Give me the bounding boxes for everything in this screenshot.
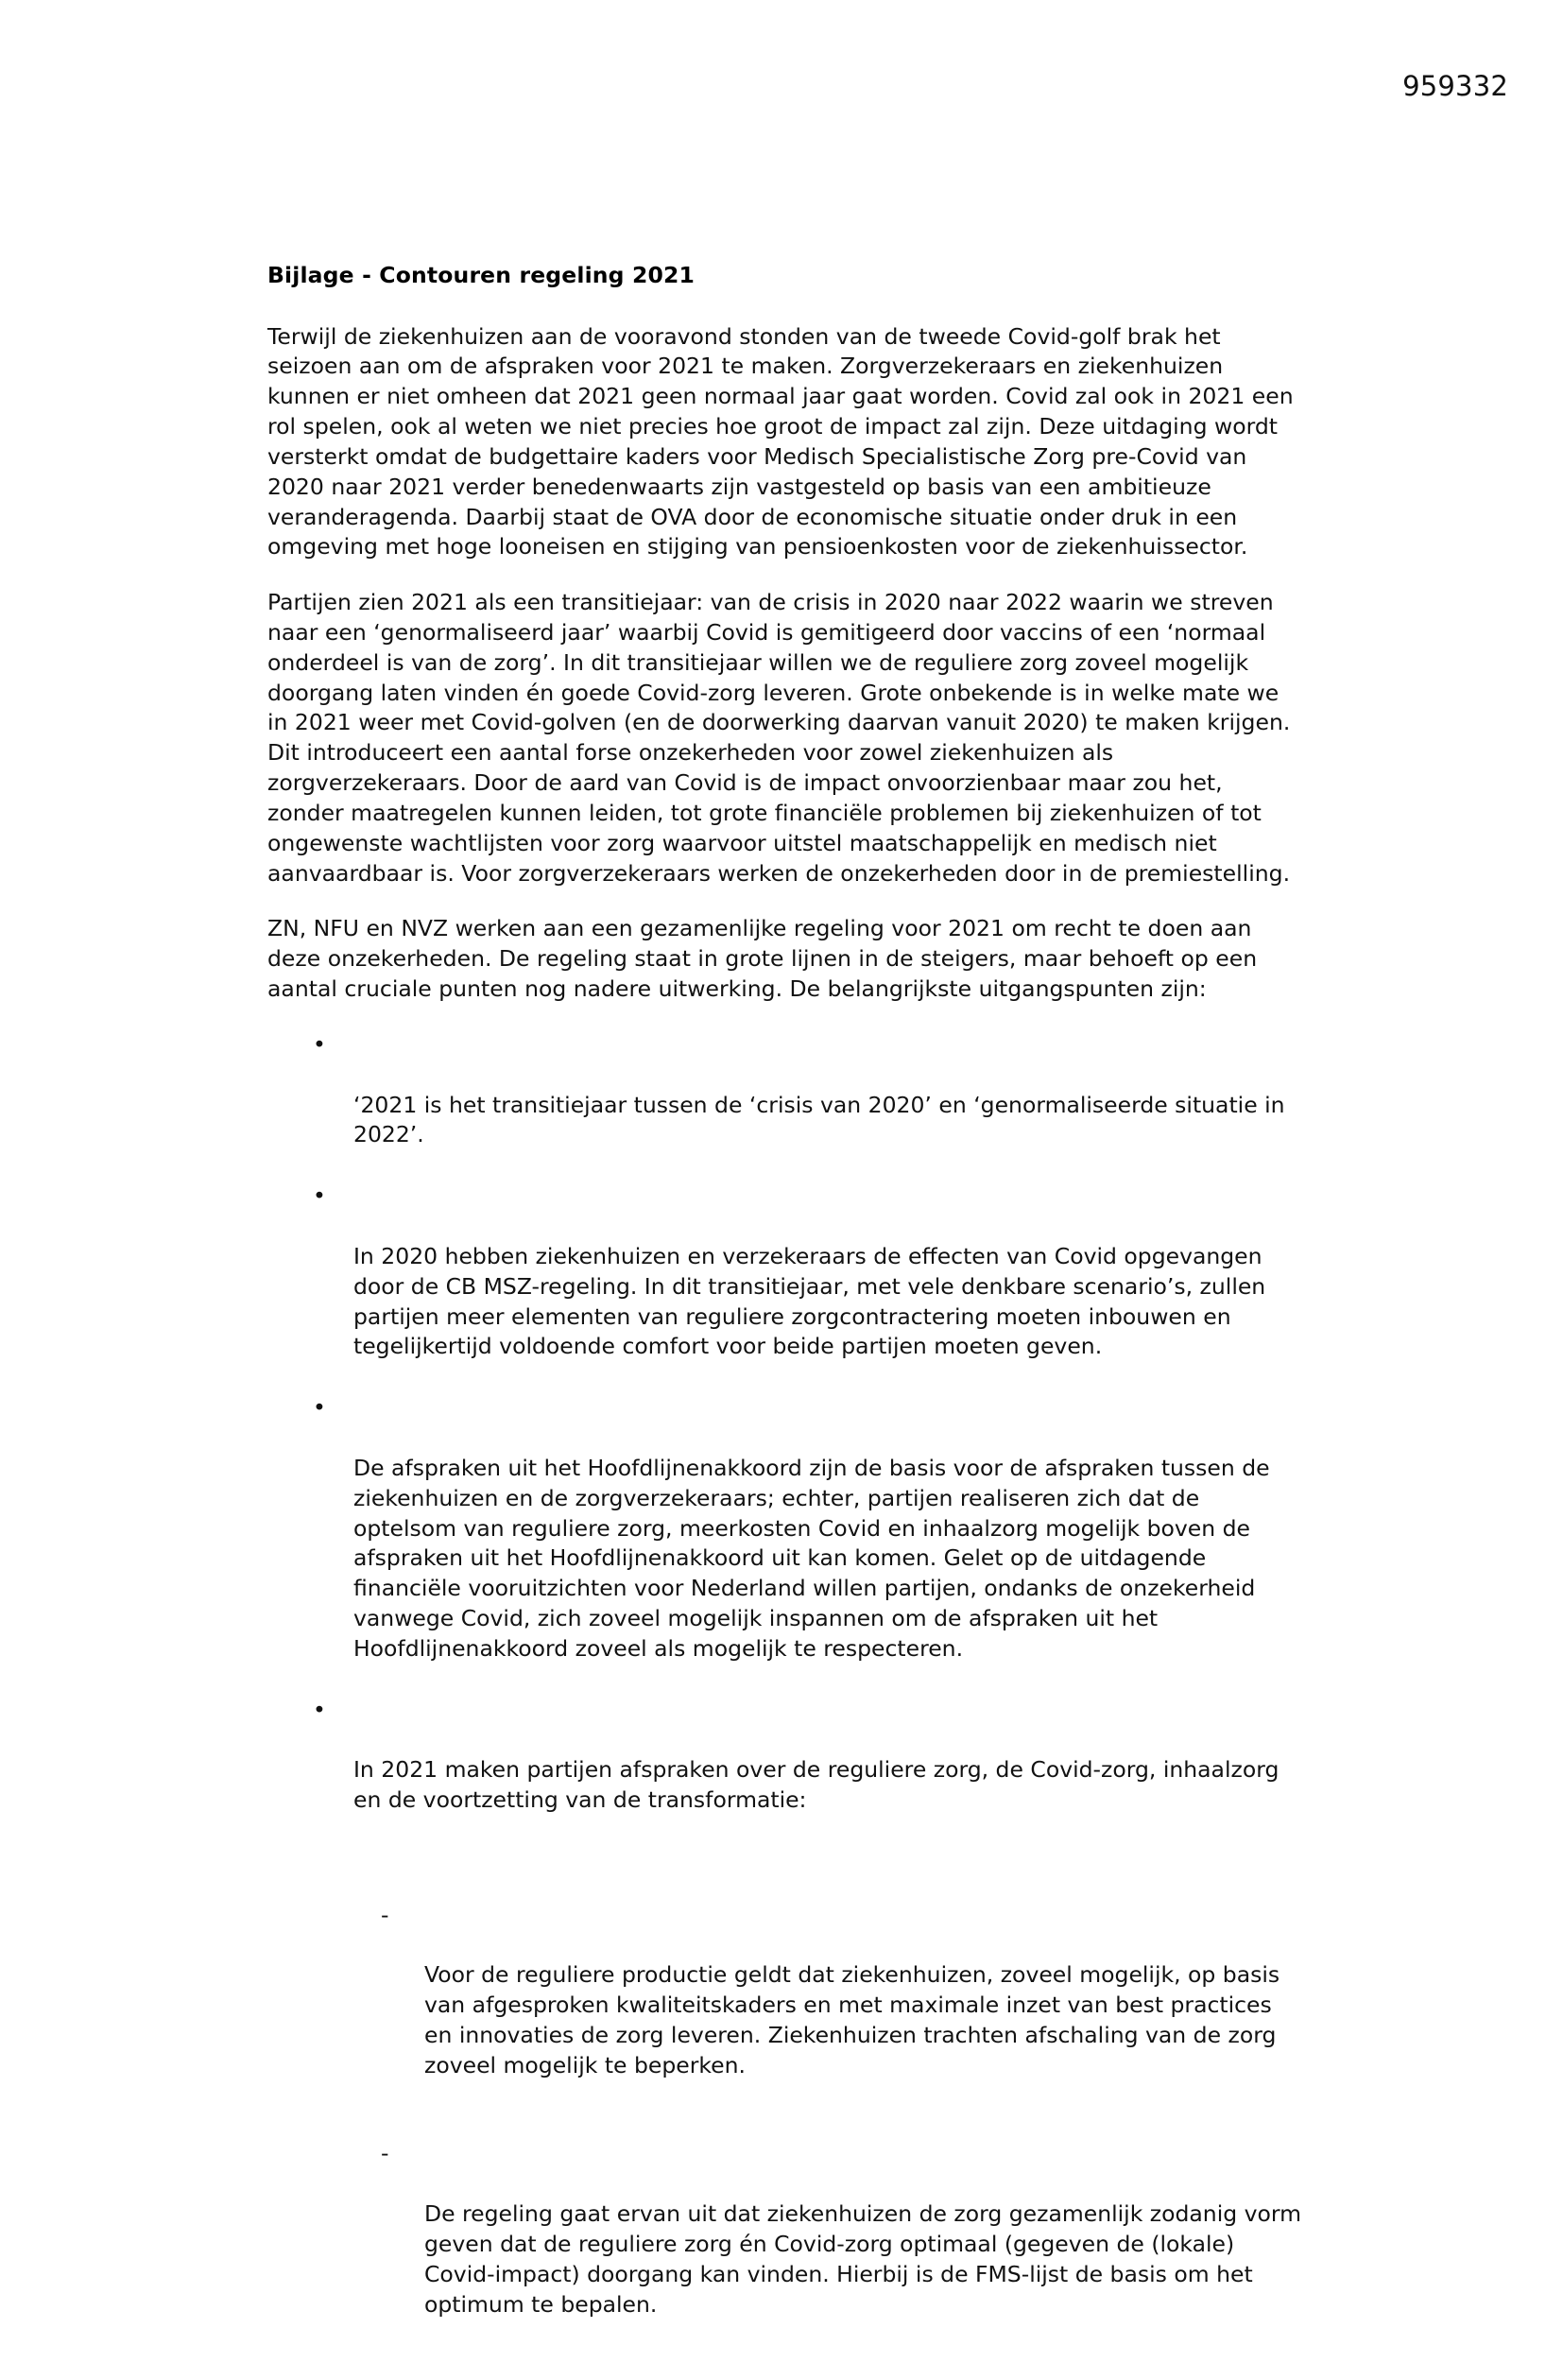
list-item-text: De afspraken uit het Hoofdlijnenakkoord zijn de basis voor de afspraken tussen de ziekenhuizen en de zorgverzekeraars; echter, partijen realiseren zich dat de optelsom van reguliere zorg, meerkosten Covid en inhaalzorg mogelijk boven de afspraken uit het Hoofdlijnenakkoord uit kan komen. Gelet op de uitdagende financiële vooruitzichten voor Nederland willen partijen, ondanks de onzekerheid vanwege Covid, zich zoveel mogelijk inspannen om de afspraken uit het Hoofdlijnenakkoord zoveel als mogelijk te respecteren.	[353, 1454, 1270, 1662]
dash-icon: -	[381, 2140, 389, 2167]
bullet-icon: •	[313, 1696, 326, 1723]
list-item-text: In 2021 maken partijen afspraken over de reguliere zorg, de Covid-zorg, inhaalzorg en de voortzetting van de transformatie:	[353, 1756, 1280, 1814]
sub-list-item	[353, 2139, 1303, 2320]
list-item	[267, 1181, 1303, 1362]
list-item	[267, 1030, 1303, 1150]
transformatie-sublist	[353, 1871, 1303, 2350]
uitgangspunten-list	[267, 1030, 1303, 2380]
sub-list-item-text: Voor de reguliere productie geldt dat ziekenhuizen, zoveel mogelijk, op basis van afgesproken kwaliteitskaders en met maximale inzet van best practices en innovaties de zorg leveren. Ziekenhuizen trachten afschaling van de zorg zoveel mogelijk te beperken.	[424, 1961, 1280, 2078]
list-item	[267, 1696, 1303, 2380]
document-number-header: 959332	[1402, 70, 1508, 102]
sub-list-item	[353, 1901, 1303, 2081]
list-item-text: ‘2021 is het transitiejaar tussen de ‘crisis van 2020’ en ‘genormaliseerde situatie in 2022’.	[353, 1091, 1285, 1148]
paragraph-1: Terwijl de ziekenhuizen aan de vooravond stonden van de tweede Covid-golf brak het seizoen aan om de afspraken voor 2021 te maken. Zorgverzekeraars en ziekenhuizen kunnen er niet omheen dat 2021 geen normaal jaar gaat worden. Covid zal ook in 2021 een rol spelen, ook al weten we niet precies hoe groot de impact zal zijn. Deze uitdaging wordt versterkt omdat de budgettaire kaders voor Medisch Specialistische Zorg pre-Covid van 2020 naar 2021 verder benedenwaarts zijn vastgesteld op basis van een ambitieuze veranderagenda. Daarbij staat de OVA door de economische situatie onder druk in een omgeving met hoge looneisen en stijging van pensioenkosten voor de ziekenhuissector.	[267, 322, 1294, 561]
page-title: Bijlage - Contouren regeling 2021	[267, 262, 695, 288]
document-body	[267, 261, 1303, 2380]
bullet-icon: •	[313, 1394, 326, 1422]
list-item	[267, 1393, 1303, 1664]
list-item-text: In 2020 hebben ziekenhuizen en verzekeraars de effecten van Covid opgevangen door de CB MSZ-regeling. In dit transitiejaar, met vele denkbare scenario’s, zullen partijen meer elementen van reguliere zorgcontractering moeten inbouwen en tegelijkertijd voldoende comfort voor beide partijen moeten geven.	[353, 1242, 1266, 1360]
bullet-icon: •	[313, 1182, 326, 1210]
sub-list-item-text: De regeling gaat ervan uit dat ziekenhuizen de zorg gezamenlijk zodanig vorm geven dat de reguliere zorg én Covid-zorg optimaal (gegeven de (lokale) Covid-impact) doorgang kan vinden. Hierbij is de FMS-lijst de basis om het optimum te bepalen.	[424, 2200, 1302, 2318]
paragraph-2: Partijen zien 2021 als een transitiejaar: van de crisis in 2020 naar 2022 waarin we streven naar een ‘genormaliseerd jaar’ waarbij Covid is gemitigeerd door vaccins of een ‘normaal onderdeel is van de zorg’. In dit transitiejaar willen we de reguliere zorg zoveel mogelijk doorgang laten vinden én goede Covid-zorg leveren. Grote onbekende is in welke mate we in 2021 weer met Covid-golven (en de doorwerking daarvan vanuit 2020) te maken krijgen. Dit introduceert een aantal forse onzekerheden voor zowel ziekenhuizen als zorgverzekeraars. Door de aard van Covid is de impact onvoorzienbaar maar zou het, zonder maatregelen kunnen leiden, tot grote financiële problemen bij ziekenhuizen of tot ongewenste wachtlijsten voor zorg waarvoor uitstel maatschappelijk en medisch niet aanvaardbaar is. Voor zorgverzekeraars werken de onzekerheden door in de premiestelling.	[267, 589, 1291, 887]
dash-icon: -	[381, 1901, 389, 1928]
paragraph-3: ZN, NFU en NVZ werken aan een gezamenlijke regeling voor 2021 om recht te doen aan deze onzekerheden. De regeling staat in grote lijnen in de steigers, maar behoeft op een aantal cruciale punten nog nadere uitwerking. De belangrijkste uitgangspunten zijn:	[267, 915, 1258, 1003]
bullet-icon: •	[313, 1030, 326, 1058]
